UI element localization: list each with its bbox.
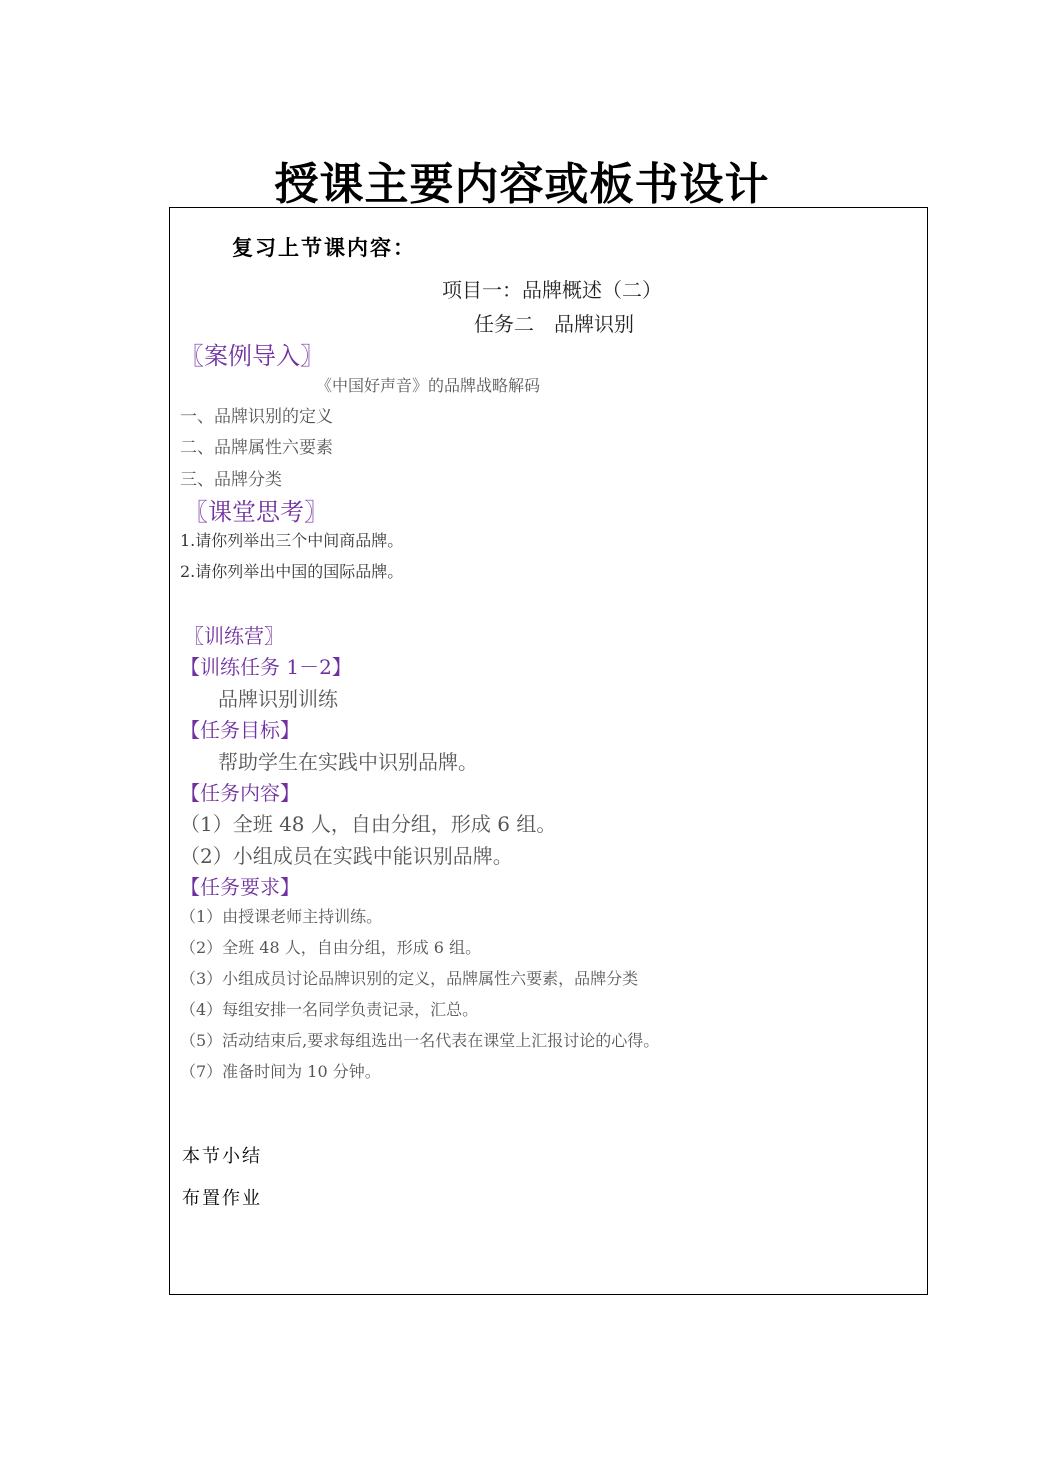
training-task-name: 品牌识别训练 — [218, 687, 338, 711]
requirement-item-1: （1）由授课老师主持训练。 — [180, 907, 383, 926]
requirement-item-7: （7）准备时间为 10 分钟。 — [180, 1062, 381, 1081]
training-camp-heading: 〖训练营〗 — [184, 624, 284, 648]
case-item-3: 三、品牌分类 — [180, 470, 282, 490]
requirement-item-5: （5）活动结束后,要求每组选出一名代表在课堂上汇报讨论的心得。 — [180, 1031, 660, 1050]
homework-label: 布置作业 — [182, 1188, 262, 1209]
summary-label: 本节小结 — [182, 1146, 262, 1167]
task-line: 任务二 品牌识别 — [474, 312, 634, 336]
class-thinking-heading: 〖课堂思考〗 — [184, 498, 328, 526]
task-content-item-2: （2）小组成员在实践中能识别品牌。 — [180, 844, 513, 868]
requirement-item-2: （2）全班 48 人，自由分组，形成 6 组。 — [180, 938, 482, 957]
project-line: 项目一：品牌概述（二） — [442, 278, 662, 302]
task-content-heading: 【任务内容】 — [180, 781, 300, 805]
task-goal-heading: 【任务目标】 — [180, 718, 300, 742]
thinking-question-2: 2.请你列举出中国的国际品牌。 — [180, 562, 404, 581]
thinking-question-1: 1.请你列举出三个中间商品牌。 — [180, 531, 404, 550]
requirement-item-4: （4）每组安排一名同学负责记录，汇总。 — [180, 1000, 479, 1019]
case-title: 《中国好声音》的品牌战略解码 — [316, 376, 541, 395]
page-title: 授课主要内容或板书设计 — [274, 159, 770, 210]
review-heading: 复习上节课内容： — [232, 235, 416, 260]
case-intro-heading: 〖案例导入〗 — [180, 342, 324, 370]
task-requirement-heading: 【任务要求】 — [180, 875, 300, 899]
task-content-item-1: （1）全班 48 人，自由分组，形成 6 组。 — [180, 812, 557, 836]
task-goal-text: 帮助学生在实践中识别品牌。 — [218, 750, 478, 774]
training-task-heading: 【训练任务 1－2】 — [180, 655, 352, 679]
case-item-2: 二、品牌属性六要素 — [180, 438, 333, 458]
lesson-content-box — [169, 207, 928, 1295]
case-item-1: 一、品牌识别的定义 — [180, 407, 333, 427]
requirement-item-3: （3）小组成员讨论品牌识别的定义，品牌属性六要素，品牌分类 — [180, 969, 639, 988]
